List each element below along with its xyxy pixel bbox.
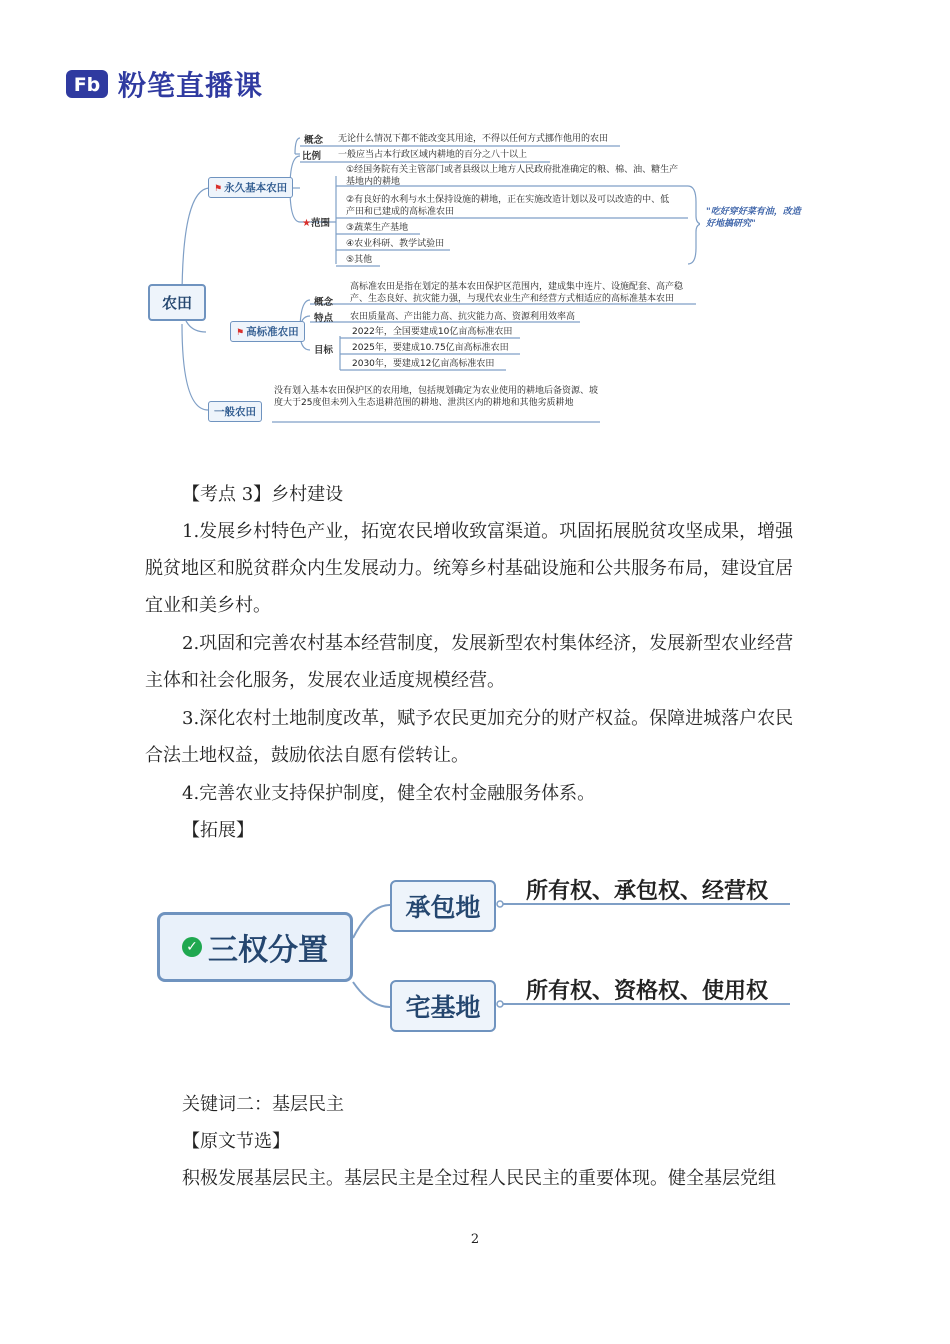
farmland-root-node: 农田	[148, 284, 206, 321]
excerpt-text: 积极发展基层民主。基层民主是全过程人民民主的重要体现。健全基层党组	[182, 1168, 776, 1189]
goal-2022: 2022年，全国要建成10亿亩高标准农田	[352, 327, 513, 337]
farmland-mindmap	[140, 124, 801, 424]
goal-2025: 2025年，要建成10.75亿亩高标准农田	[352, 343, 509, 353]
homestead-rights: 所有权、资格权、使用权	[526, 979, 769, 1004]
excerpt-label: 【原文节选】	[182, 1131, 290, 1152]
contracted-land-rights: 所有权、承包权、经营权	[526, 879, 769, 904]
permanent-scope-label-text: 范围	[310, 218, 330, 229]
fenbi-logo-icon	[66, 68, 108, 100]
high-standard-goal-label: 目标	[314, 345, 334, 356]
high-standard-feature-text: 农田质量高、产出能力高、抗灾能力高、资源利用效率高	[350, 312, 576, 322]
permanent-ratio-label: 比例	[302, 151, 322, 162]
homestead-node: 宅基地	[390, 980, 496, 1032]
high-standard-farmland-node	[230, 321, 305, 342]
extension-label: 【拓展】	[182, 820, 254, 841]
permanent-ratio-text: 一般应当占本行政区域内耕地的百分之八十以上	[338, 150, 528, 160]
general-farmland-node: 一般农田	[208, 401, 262, 422]
mnemonic-quote: "吃好穿好菜有油，改造好地搞研究"	[706, 207, 801, 229]
red-flag-icon: ⚑	[236, 328, 245, 338]
logo-mark-text: Fb	[73, 74, 101, 96]
high-standard-title: 高标准农田	[246, 326, 299, 338]
red-star-icon: ★	[302, 218, 311, 229]
scope-item-1: ①经国务院有关主管部门或者县级以上地方人民政府批准确定的粮、棉、油、糖生产基地内的耕地	[346, 165, 679, 187]
section-item-2: 2.巩固和完善农村基本经营制度，发展新型农村集体经济，发展新型农业经营主体和社会化服务，发展农业适度规模经营。	[145, 633, 794, 691]
three-rights-root-text: 三权分置	[208, 933, 328, 968]
permanent-scope-label	[302, 215, 330, 229]
three-rights-diagram	[150, 860, 810, 1040]
red-flag-icon: ⚑	[214, 184, 223, 194]
keyword-title: 关键词二：基层民主	[182, 1094, 344, 1115]
scope-item-5: ⑤其他	[346, 255, 373, 265]
permanent-farmland-node	[208, 177, 293, 198]
section-item-1: 1.发展乡村特色产业，拓宽农民增收致富渠道。巩固拓展脱贫攻坚成果，增强脱贫地区和脱贫群众内生发展动力。统筹乡村基础设施和公共服务布局，建设宜居宜业和美乡村。	[145, 521, 794, 616]
brand-name: 粉笔直播课	[118, 69, 264, 102]
high-standard-feature-label: 特点	[314, 313, 334, 324]
section-heading: 【考点 3】乡村建设	[182, 484, 344, 505]
check-icon: ✓	[182, 937, 202, 957]
three-rights-root	[157, 912, 353, 982]
contracted-land-node: 承包地	[390, 880, 496, 932]
section-item-4: 4.完善农业支持保护制度，健全农村金融服务体系。	[182, 783, 596, 804]
permanent-concept-label: 概念	[304, 135, 324, 146]
scope-item-3: ③蔬菜生产基地	[346, 223, 409, 233]
scope-item-4: ④农业科研、教学试验田	[346, 239, 445, 249]
permanent-farmland-title: 永久基本农田	[224, 182, 288, 194]
goal-2030: 2030年，要建成12亿亩高标准农田	[352, 359, 495, 369]
general-farmland-text: 没有划入基本农田保护区的农用地，包括规划确定为农业使用的耕地后备资源、坡度大于25度但未列入生态退耕范围的耕地、泄洪区内的耕地和其他劣质耕地	[274, 386, 599, 408]
high-standard-concept-label: 概念	[314, 297, 334, 308]
permanent-concept-text: 无论什么情况下都不能改变其用途，不得以任何方式挪作他用的农田	[338, 134, 609, 144]
scope-item-2: ②有良好的水利与水土保持设施的耕地，正在实施改造计划以及可以改造的中、低产田和已建成的高标准农田	[346, 195, 670, 217]
page-number: 2	[470, 1232, 480, 1247]
brand-logo	[66, 64, 263, 104]
section-item-3: 3.深化农村土地制度改革，赋予农民更加充分的财产权益。保障进城落户农民合法土地权益，鼓励依法自愿有偿转让。	[145, 708, 794, 766]
high-standard-concept-text: 高标准农田是指在划定的基本农田保护区范围内，建成集中连片、设施配套、高产稳产、生态良好、抗灾能力强，与现代农业生产和经营方式相适应的高标准基本农田	[350, 282, 684, 304]
